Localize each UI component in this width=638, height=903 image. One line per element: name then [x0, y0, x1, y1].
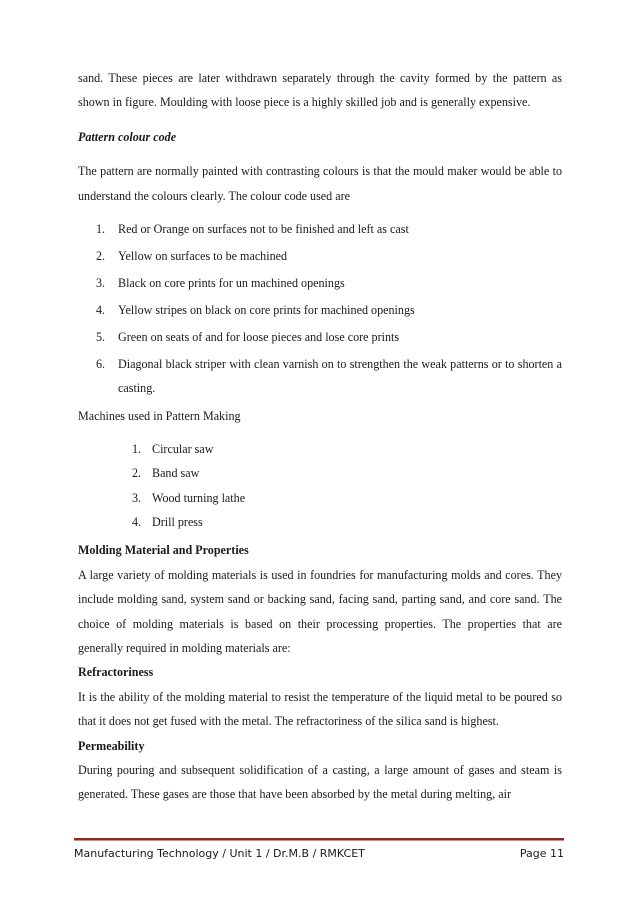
- list-item-number: 2.: [96, 248, 106, 263]
- permeability-heading: Permeability: [78, 738, 145, 753]
- pattern-colour-paragraph: The pattern are normally painted with contrasting colours is that the mould maker would be able to understand the colours clearly. The colour code used are: [78, 164, 562, 203]
- list-item-text: Yellow stripes on black on core prints for machined openings: [118, 302, 415, 317]
- list-item: [96, 244, 562, 268]
- refractoriness-heading: Refractoriness: [78, 665, 154, 680]
- machine-list: [132, 437, 562, 535]
- permeability-paragraph: During pouring and subsequent solidification of a casting, a large amount of gases and steam is generated. These gases are those that have been absorbed by the metal during melting, air: [78, 763, 562, 802]
- footer-row: [74, 847, 564, 860]
- list-item-text: Circular saw: [152, 441, 214, 456]
- list-item: [96, 352, 562, 401]
- list-item-number: 1.: [132, 441, 142, 456]
- page-number: Page 11: [519, 847, 564, 860]
- list-item-text: Wood turning lathe: [152, 490, 246, 505]
- page-footer: [74, 838, 564, 860]
- molding-material-heading: Molding Material and Properties: [78, 543, 249, 558]
- pattern-colour-heading: Pattern colour code: [78, 129, 177, 144]
- list-item-text: Green on seats of and for loose pieces and lose core prints: [118, 329, 400, 344]
- list-item-text: Band saw: [152, 466, 200, 481]
- list-item-number: 3.: [132, 490, 142, 505]
- footer-course-info: Manufacturing Technology / Unit 1 / Dr.M.B / RMKCET: [74, 847, 365, 860]
- list-item-text: Diagonal black striper with clean varnish on to strengthen the weak patterns or to shorten a casting.: [118, 356, 562, 395]
- list-item: [96, 271, 562, 295]
- list-item-text: Black on core prints for un machined openings: [118, 275, 345, 290]
- machines-heading: Machines used in Pattern Making: [78, 409, 241, 424]
- list-item: [132, 510, 562, 534]
- list-item-number: 5.: [96, 329, 106, 344]
- footer-divider: [74, 838, 564, 841]
- list-item-number: 4.: [96, 302, 106, 317]
- colour-code-list: [96, 217, 562, 400]
- molding-material-paragraph: A large variety of molding materials is used in foundries for manufacturing molds and cores. They include molding sand, system sand or backing sand, facing sand, parting sand, and core sand. The choice of molding materials is based on their processing properties. The properties that are generally required in molding materials are:: [78, 567, 562, 656]
- list-item: [96, 325, 562, 349]
- list-item-text: Red or Orange on surfaces not to be finished and left as cast: [118, 222, 409, 237]
- list-item-number: 3.: [96, 275, 106, 290]
- list-item: [96, 298, 562, 322]
- list-item-text: Yellow on surfaces to be machined: [118, 248, 288, 263]
- list-item: [96, 217, 562, 241]
- list-item: [132, 437, 562, 461]
- list-item: [132, 461, 562, 485]
- list-item-text: Drill press: [152, 515, 203, 529]
- intro-paragraph: sand. These pieces are later withdrawn separately through the cavity formed by the pattern as shown in figure. Moulding with loose piece is a highly skilled job and is generally expensive.: [78, 71, 562, 110]
- list-item-number: 4.: [132, 515, 142, 529]
- list-item-number: 1.: [96, 222, 106, 237]
- list-item-number: 2.: [132, 466, 142, 481]
- document-page: [78, 66, 562, 807]
- list-item-number: 6.: [96, 356, 106, 371]
- refractoriness-paragraph: It is the ability of the molding material to resist the temperature of the liquid metal to be poured so that it does not get fused with the metal. The refractoriness of the silica sand is highest.: [78, 689, 562, 729]
- list-item: [132, 486, 562, 510]
